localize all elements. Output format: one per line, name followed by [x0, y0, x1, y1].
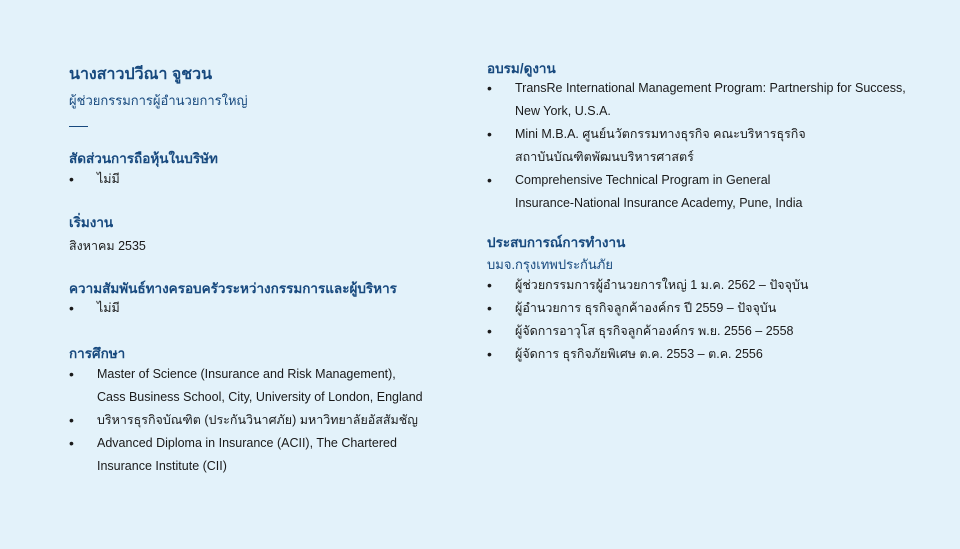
executive-position: ผู้ช่วยกรรมการผู้อำนวยการใหญ่	[69, 93, 248, 108]
list-item: • ผู้จัดการ ธุรกิจภัยพิเศษ ต.ค. 2553 – ต.ค. 2556	[487, 343, 915, 366]
bullet-icon: •	[487, 80, 492, 96]
bullet-icon: •	[487, 300, 492, 316]
bullet-icon: •	[69, 412, 74, 428]
bullet-icon: •	[69, 366, 74, 382]
list-item: • ผู้ช่วยกรรมการผู้อำนวยการใหญ่ 1 ม.ค. 2562 – ปัจจุบัน	[487, 274, 915, 297]
list-item: • ไม่มี	[69, 297, 437, 320]
list-item: • TransRe International Management Program: Partnership for Success, New York, U.S.A.	[487, 77, 915, 123]
executive-name: นางสาวปวีณา จูชวน	[69, 66, 213, 83]
training-heading: อบรม/ดูงาน	[487, 61, 556, 76]
shareholding-list	[69, 168, 437, 191]
education-list	[69, 363, 437, 478]
list-item: • ผู้จัดการอาวุโส ธุรกิจลูกค้าองค์กร พ.ย. 2556 – 2558	[487, 320, 915, 343]
list-item: • Master of Science (Insurance and Risk Management), Cass Business School, City, University of London, England	[69, 363, 437, 409]
experience-heading: ประสบการณ์การทำงาน	[487, 235, 626, 250]
bullet-icon: •	[487, 323, 492, 339]
list-item: • Comprehensive Technical Program in General Insurance-National Insurance Academy, Pune, India	[487, 169, 915, 215]
divider	[69, 126, 88, 127]
list-item: • บริหารธุรกิจบัณฑิต (ประกันวินาศภัย) มหาวิทยาลัยอัสสัมชัญ	[69, 409, 437, 432]
bullet-icon: •	[487, 346, 492, 362]
family-list	[69, 297, 437, 320]
bullet-icon: •	[487, 172, 492, 188]
experience-company: บมจ.กรุงเทพประกันภัย	[487, 257, 613, 272]
bullet-icon: •	[69, 171, 74, 187]
training-list	[487, 77, 915, 215]
bullet-icon: •	[487, 126, 492, 142]
bullet-icon: •	[487, 277, 492, 293]
shareholding-heading: สัดส่วนการถือหุ้นในบริษัท	[69, 151, 218, 166]
education-heading: การศึกษา	[69, 346, 126, 361]
list-item: • ผู้อำนวยการ ธุรกิจลูกค้าองค์กร ปี 2559 – ปัจจุบัน	[487, 297, 915, 320]
start-date-heading: เริ่มงาน	[69, 215, 114, 230]
start-date-value: สิงหาคม 2535	[69, 239, 146, 253]
bullet-icon: •	[69, 435, 74, 451]
list-item: • Mini M.B.A. ศูนย์นวัตกรรมทางธุรกิจ คณะบริหารธุรกิจ สถาบันบัณฑิตพัฒนบริหารศาสตร์	[487, 123, 915, 169]
experience-list	[487, 274, 915, 366]
list-item: • ไม่มี	[69, 168, 437, 191]
list-item: • Advanced Diploma in Insurance (ACII), The Chartered Insurance Institute (CII)	[69, 432, 437, 478]
bullet-icon: •	[69, 300, 74, 316]
family-heading: ความสัมพันธ์ทางครอบครัวระหว่างกรรมการและผู้บริหาร	[69, 281, 397, 296]
